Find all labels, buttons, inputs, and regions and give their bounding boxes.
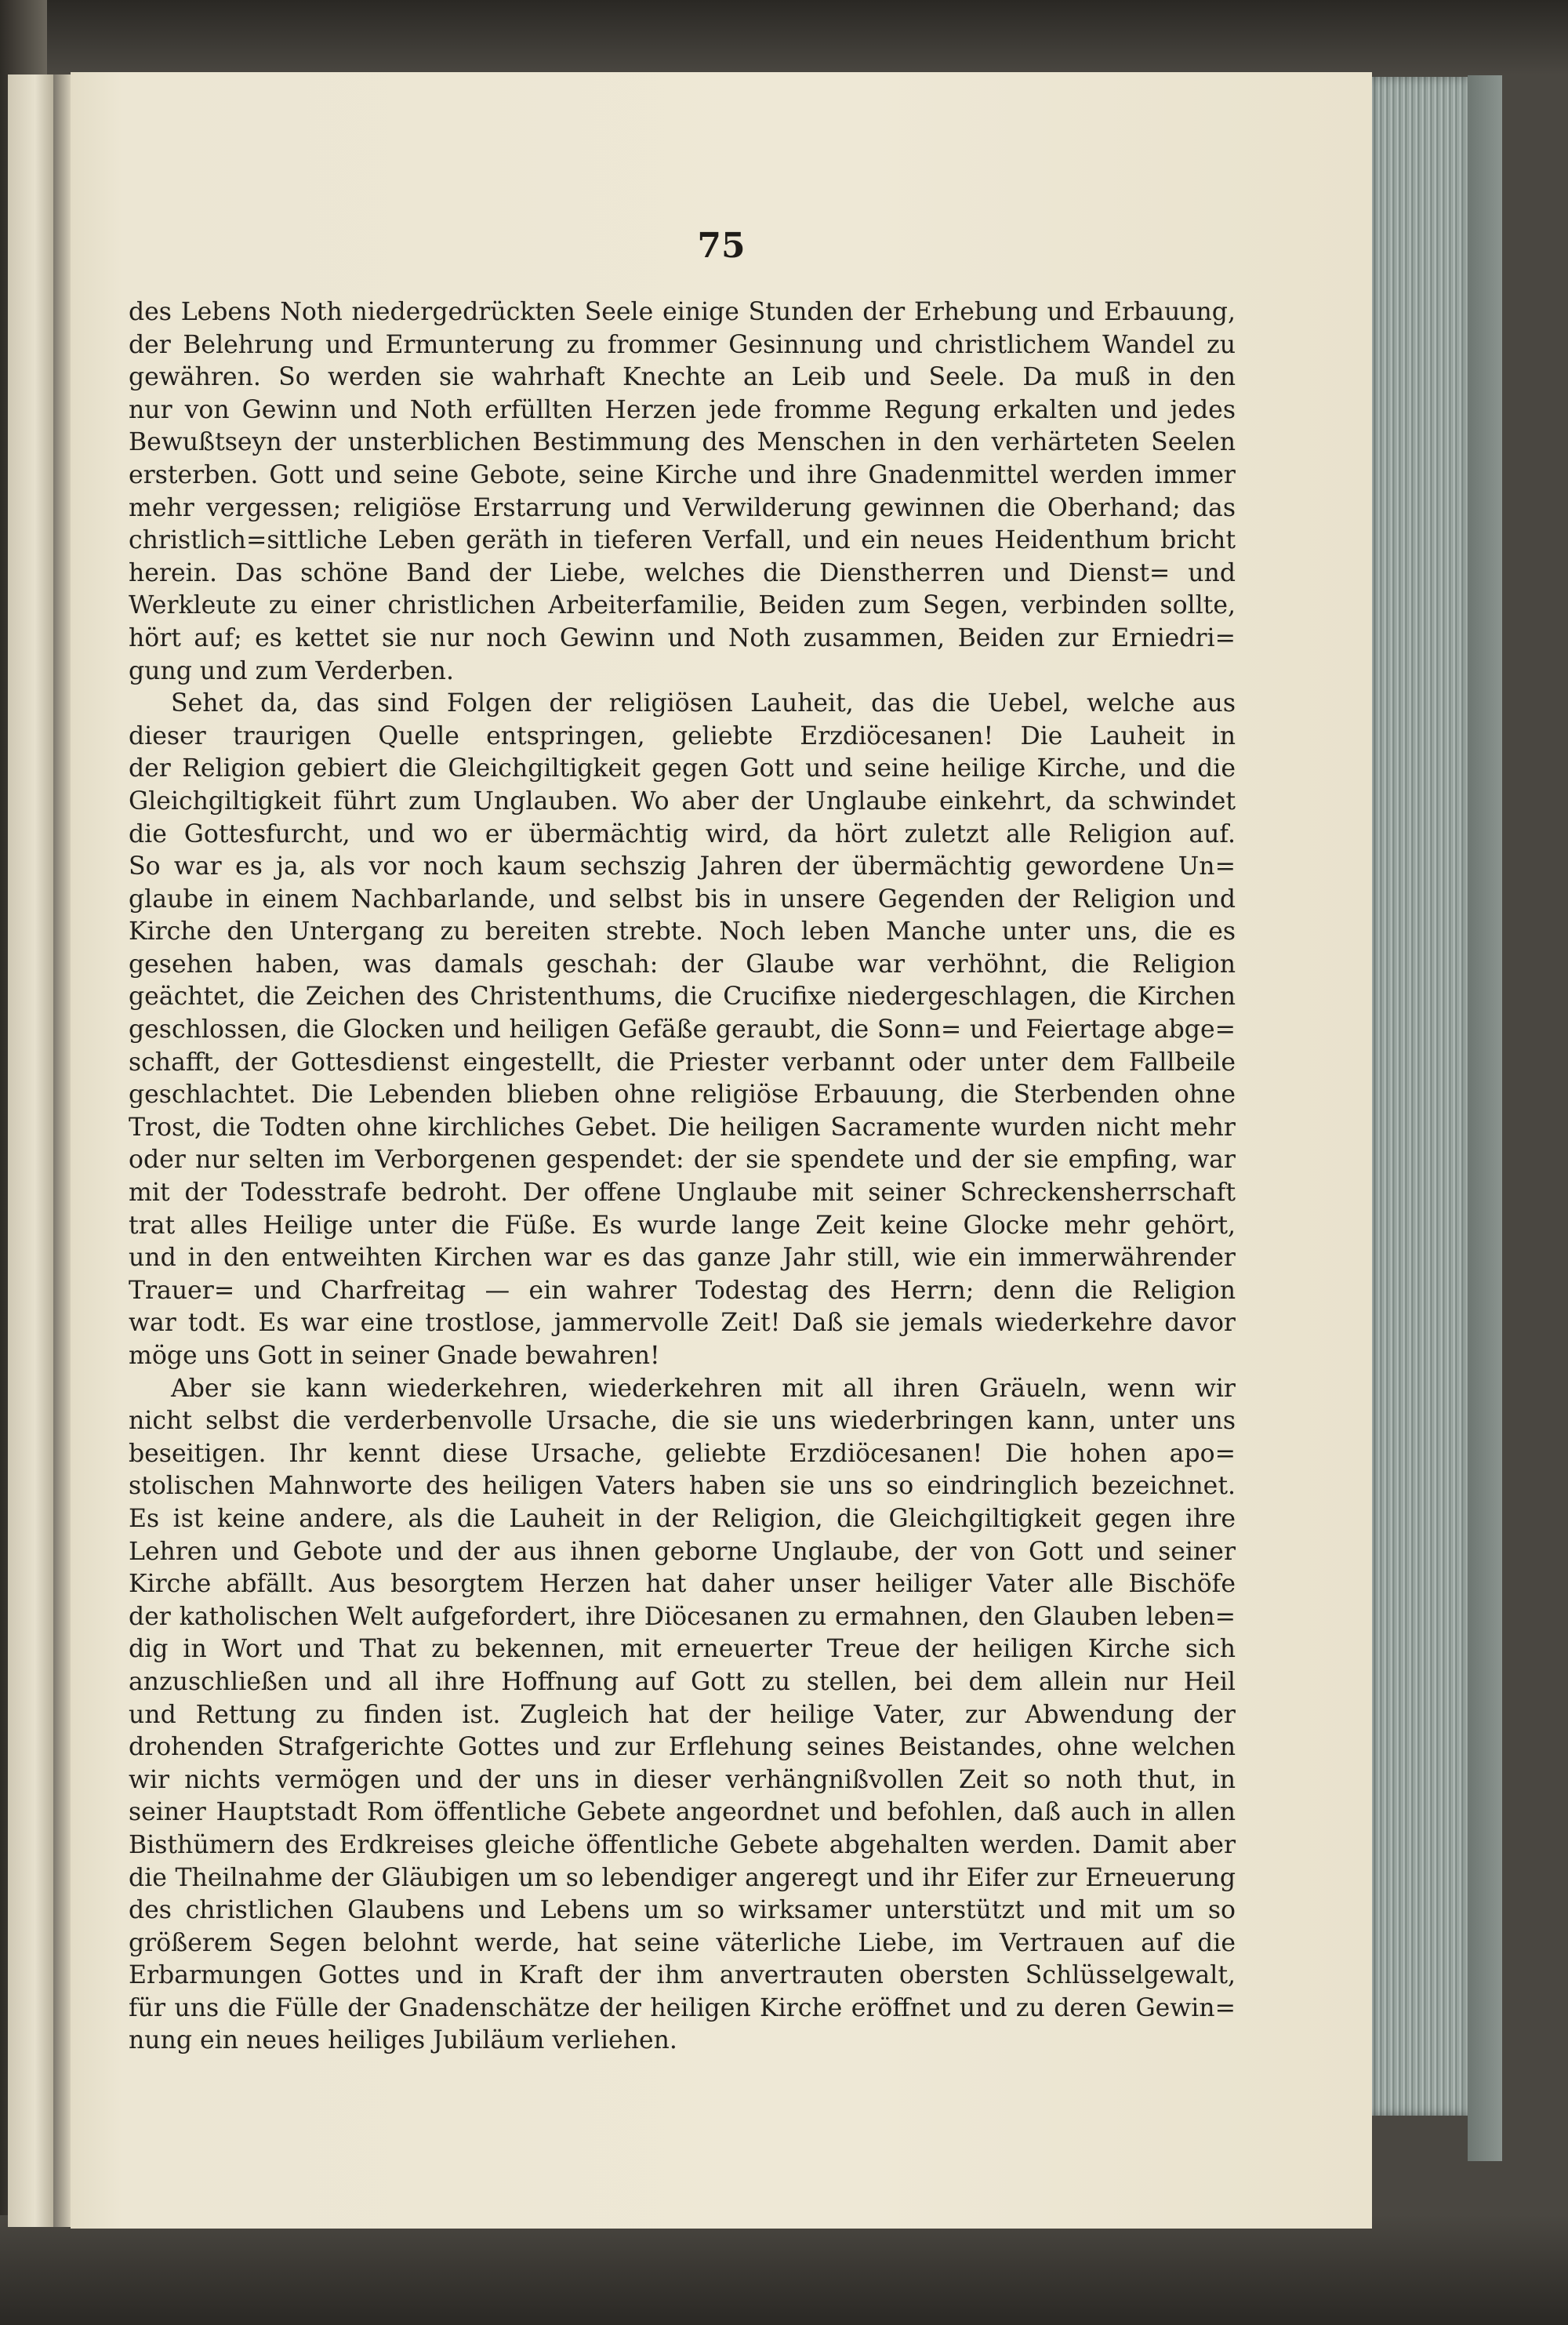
text-line: herein. Das schöne Band der Liebe, welches die Dienstherren und Dienst= und bbox=[129, 558, 1236, 587]
text-line: drohenden Strafgerichte Gottes und zur Erflehung seines Beistandes, ohne welchen bbox=[129, 1733, 1236, 1762]
text-line: schafft, der Gottesdienst eingestellt, die Priester verbannt oder unter dem Fallbeile bbox=[129, 1048, 1236, 1077]
text-line: wir nichts vermögen und der uns in dieser verhängnißvollen Zeit so noth thut, in bbox=[129, 1765, 1236, 1794]
text-line: mehr vergessen; religiöse Erstarrung und Verwilderung gewinnen die Oberhand; das bbox=[129, 493, 1236, 522]
body-text bbox=[129, 296, 1236, 2058]
text-line: Sehet da, das sind Folgen der religiösen Lauheit, das die Uebel, welche aus bbox=[171, 689, 1236, 718]
text-line: des Lebens Noth niedergedrückten Seele einige Stunden der Erhebung und Erbauung, bbox=[129, 298, 1236, 326]
page-number: 75 bbox=[697, 226, 746, 266]
text-line: anzuschließen und all ihre Hoffnung auf Gott zu stellen, bei dem allein nur Heil bbox=[129, 1667, 1236, 1696]
text-line: glaube in einem Nachbarlande, und selbst bis in unsere Gegenden der Religion und bbox=[129, 885, 1236, 914]
text-line: größerem Segen belohnt werde, hat seine väterliche Liebe, im Vertrauen auf die bbox=[129, 1928, 1236, 1957]
text-line: So war es ja, als vor noch kaum sechszig Jahren der übermächtig gewordene Un= bbox=[129, 852, 1236, 881]
text-line: der Belehrung und Ermunterung zu frommer Gesinnung und christlichem Wandel zu bbox=[129, 330, 1236, 359]
text-line: geächtet, die Zeichen des Christenthums, die Crucifixe niedergeschlagen, die Kirchen bbox=[129, 983, 1236, 1012]
text-line: Trauer= und Charfreitag — ein wahrer Todestag des Herrn; denn die Religion bbox=[129, 1276, 1236, 1305]
text-line: oder nur selten im Verborgenen gespendet: der sie spendete und der sie empfing, war bbox=[129, 1146, 1236, 1175]
text-line: Kirche abfällt. Aus besorgtem Herzen hat daher unser heiliger Vater alle Bischöfe bbox=[129, 1570, 1236, 1599]
text-line: Werkleute zu einer christlichen Arbeiterfamilie, Beiden zum Segen, verbinden sollte, bbox=[129, 591, 1236, 620]
text-line: gung und zum Verderben. bbox=[129, 656, 454, 685]
text-line: dieser traurigen Quelle entspringen, geliebte Erzdiöcesanen! Die Lauheit in bbox=[129, 721, 1236, 750]
book-cover-edge bbox=[1468, 75, 1502, 2161]
text-line: für uns die Fülle der Gnadenschätze der heiligen Kirche eröffnet und zu deren Gewin= bbox=[129, 1993, 1236, 2022]
text-line: gewähren. So werden sie wahrhaft Knechte an Leib und Seele. Da muß in den bbox=[129, 363, 1236, 392]
text-line: des christlichen Glaubens und Lebens um so wirksamer unterstützt und mit um so bbox=[129, 1896, 1236, 1925]
text-line: und in den entweihten Kirchen war es das ganze Jahr still, wie ein immerwährender bbox=[129, 1244, 1236, 1273]
text-line: möge uns Gott in seiner Gnade bewahren! bbox=[129, 1342, 660, 1370]
text-line: nicht selbst die verderbenvolle Ursache, die sie uns wiederbringen kann, unter uns bbox=[129, 1407, 1236, 1436]
text-line: der Religion gebiert die Gleichgiltigkeit gegen Gott und seine heilige Kirche, und die bbox=[129, 754, 1236, 783]
text-line: Gleichgiltigkeit führt zum Unglauben. Wo aber der Unglaube einkehrt, da schwindet bbox=[129, 787, 1236, 816]
text-line: Aber sie kann wiederkehren, wiederkehren mit all ihren Gräueln, wenn wir bbox=[171, 1374, 1236, 1403]
text-line: Es ist keine andere, als die Lauheit in der Religion, die Gleichgiltigkeit gegen ihre bbox=[129, 1504, 1236, 1533]
text-line: und Rettung zu finden ist. Zugleich hat der heilige Vater, zur Abwendung der bbox=[129, 1700, 1236, 1729]
scan-background-top bbox=[0, 0, 1568, 74]
text-line: der katholischen Welt aufgefordert, ihre Diöcesanen zu ermahnen, den Glauben leben= bbox=[129, 1602, 1236, 1631]
text-line: geschlossen, die Glocken und heiligen Gefäße geraubt, die Sonn= und Feiertage abge= bbox=[129, 1015, 1236, 1044]
text-line: Bewußtseyn der unsterblichen Bestimmung des Menschen in den verhärteten Seelen bbox=[129, 428, 1236, 457]
previous-page-edge bbox=[8, 74, 53, 2227]
text-line: beseitigen. Ihr kennt diese Ursache, geliebte Erzdiöcesanen! Die hohen apo= bbox=[129, 1439, 1236, 1468]
text-line: geschlachtet. Die Lebenden blieben ohne religiöse Erbauung, die Sterbenden ohne bbox=[129, 1081, 1236, 1110]
text-line: Bisthümern des Erdkreises gleiche öffentliche Gebete abgehalten werden. Damit aber bbox=[129, 1830, 1236, 1859]
text-line: nur von Gewinn und Noth erfüllten Herzen jede fromme Regung erkalten und jedes bbox=[129, 395, 1236, 424]
text-line: Trost, die Todten ohne kirchliches Gebet. Die heiligen Sacramente wurden nicht mehr bbox=[129, 1113, 1236, 1142]
text-line: stolischen Mahnworte des heiligen Vaters haben sie uns so eindringlich bezeichnet. bbox=[129, 1472, 1236, 1501]
text-line: Erbarmungen Gottes und in Kraft der ihm anvertrauten obersten Schlüsselgewalt, bbox=[129, 1961, 1236, 1990]
scan-background-bottom bbox=[0, 2215, 1568, 2325]
text-line: nung ein neues heiliges Jubiläum verliehen. bbox=[129, 2026, 677, 2055]
text-line: die Gottesfurcht, und wo er übermächtig wird, da hört zuletzt alle Religion auf. bbox=[129, 819, 1236, 848]
text-line: christlich=sittliche Leben geräth in tieferen Verfall, und ein neues Heidenthum bricht bbox=[129, 526, 1236, 555]
text-line: war todt. Es war eine trostlose, jammervolle Zeit! Daß sie jemals wiederkehre davor bbox=[129, 1309, 1236, 1338]
text-line: hört auf; es kettet sie nur noch Gewinn und Noth zusammen, Beiden zur Erniedri= bbox=[129, 623, 1236, 652]
text-line: mit der Todesstrafe bedroht. Der offene Unglaube mit seiner Schreckensherrschaft bbox=[129, 1179, 1236, 1208]
text-line: gesehen haben, was damals geschah: der Glaube war verhöhnt, die Religion bbox=[129, 950, 1236, 979]
text-line: seiner Hauptstadt Rom öffentliche Gebete angeordnet und befohlen, daß auch in allen bbox=[129, 1798, 1236, 1827]
text-line: die Theilnahme der Gläubigen um so lebendiger angeregt und ihr Eifer zur Erneuerung bbox=[129, 1863, 1236, 1892]
book-gutter bbox=[53, 74, 71, 2227]
text-line: dig in Wort und That zu bekennen, mit erneuerter Treue der heiligen Kirche sich bbox=[129, 1635, 1236, 1664]
text-line: Lehren und Gebote und der aus ihnen geborne Unglaube, der von Gott und seiner bbox=[129, 1537, 1236, 1566]
text-line: Kirche den Untergang zu bereiten strebte. Noch leben Manche unter uns, die es bbox=[129, 917, 1236, 946]
text-line: ersterben. Gott und seine Gebote, seine Kirche und ihre Gnadenmittel werden immer bbox=[129, 460, 1236, 489]
page-block-edge bbox=[1370, 77, 1471, 2116]
text-line: trat alles Heilige unter die Füße. Es wurde lange Zeit keine Glocke mehr gehört, bbox=[129, 1211, 1236, 1240]
